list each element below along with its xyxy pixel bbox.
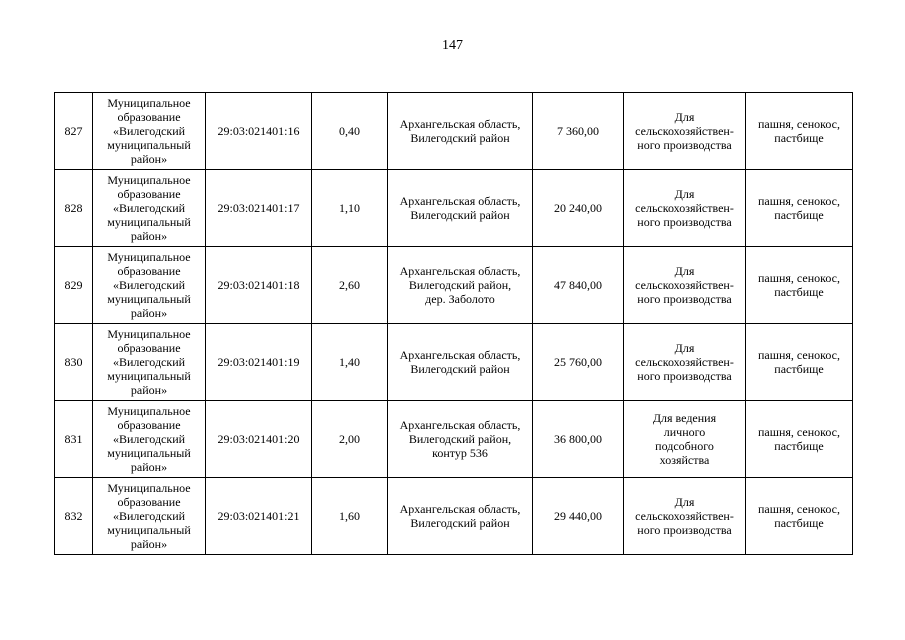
land-type-cell-text: пашня, сенокос, пастбище bbox=[758, 425, 840, 453]
cadastral-value-cell-text: 36 800,00 bbox=[554, 432, 602, 446]
row-number-cell bbox=[55, 401, 93, 478]
land-type-cell-text: пашня, сенокос, пастбище bbox=[758, 348, 840, 376]
row-number-cell bbox=[55, 247, 93, 324]
area-cell bbox=[312, 93, 388, 170]
area-cell bbox=[312, 324, 388, 401]
owner-cell-text: Муниципальное образование «Вилегодский муниципальный район» bbox=[107, 327, 191, 397]
table-row bbox=[55, 93, 853, 170]
land-plots-table bbox=[54, 92, 853, 555]
land-type-cell-text: пашня, сенокос, пастбище bbox=[758, 117, 840, 145]
area-cell-text: 1,60 bbox=[339, 509, 360, 523]
cadastral-value-cell bbox=[533, 401, 624, 478]
area-cell bbox=[312, 170, 388, 247]
owner-cell bbox=[93, 478, 206, 555]
cadastral-value-cell bbox=[533, 93, 624, 170]
land-type-cell bbox=[746, 93, 853, 170]
permitted-use-cell bbox=[624, 478, 746, 555]
table-row bbox=[55, 401, 853, 478]
permitted-use-cell-text: Для сельскохозяйствен- ного производства bbox=[635, 341, 734, 383]
land-type-cell-text: пашня, сенокос, пастбище bbox=[758, 502, 840, 530]
cadastral-number-cell-text: 29:03:021401:21 bbox=[217, 509, 300, 523]
cadastral-number-cell bbox=[206, 247, 312, 324]
cadastral-value-cell-text: 7 360,00 bbox=[557, 124, 599, 138]
address-cell-text: Архангельская область, Вилегодский район, дер. Заболото bbox=[399, 264, 521, 306]
area-cell-text: 1,40 bbox=[339, 355, 360, 369]
area-cell-text: 0,40 bbox=[339, 124, 360, 138]
owner-cell bbox=[93, 401, 206, 478]
permitted-use-cell bbox=[624, 247, 746, 324]
cadastral-value-cell-text: 25 760,00 bbox=[554, 355, 602, 369]
row-number-cell-text: 830 bbox=[64, 355, 83, 369]
row-number-cell-text: 832 bbox=[64, 509, 83, 523]
cadastral-value-cell bbox=[533, 324, 624, 401]
table-row bbox=[55, 478, 853, 555]
permitted-use-cell-text: Для ведения личного подсобного хозяйства bbox=[652, 411, 717, 467]
cadastral-value-cell-text: 29 440,00 bbox=[554, 509, 602, 523]
permitted-use-cell bbox=[624, 170, 746, 247]
address-cell bbox=[388, 324, 533, 401]
table-row bbox=[55, 247, 853, 324]
address-cell bbox=[388, 93, 533, 170]
area-cell bbox=[312, 247, 388, 324]
table-body bbox=[55, 93, 853, 555]
owner-cell-text: Муниципальное образование «Вилегодский муниципальный район» bbox=[107, 404, 191, 474]
cadastral-value-cell bbox=[533, 247, 624, 324]
table-row bbox=[55, 324, 853, 401]
address-cell-text: Архангельская область, Вилегодский район bbox=[399, 194, 521, 222]
row-number-cell bbox=[55, 324, 93, 401]
permitted-use-cell-text: Для сельскохозяйствен- ного производства bbox=[635, 264, 734, 306]
address-cell-text: Архангельская область, Вилегодский район, контур 536 bbox=[399, 418, 521, 460]
page-number: 147 bbox=[442, 38, 463, 53]
address-cell bbox=[388, 170, 533, 247]
land-type-cell-text: пашня, сенокос, пастбище bbox=[758, 194, 840, 222]
address-cell bbox=[388, 401, 533, 478]
permitted-use-cell-text: Для сельскохозяйствен- ного производства bbox=[635, 495, 734, 537]
row-number-cell-text: 828 bbox=[64, 201, 83, 215]
address-cell-text: Архангельская область, Вилегодский район bbox=[399, 502, 521, 530]
owner-cell-text: Муниципальное образование «Вилегодский муниципальный район» bbox=[107, 173, 191, 243]
cadastral-number-cell-text: 29:03:021401:17 bbox=[217, 201, 300, 215]
row-number-cell-text: 827 bbox=[64, 124, 83, 138]
cadastral-number-cell-text: 29:03:021401:19 bbox=[217, 355, 300, 369]
table-row bbox=[55, 170, 853, 247]
cadastral-number-cell bbox=[206, 324, 312, 401]
cadastral-number-cell bbox=[206, 401, 312, 478]
address-cell bbox=[388, 247, 533, 324]
row-number-cell-text: 831 bbox=[64, 432, 83, 446]
cadastral-value-cell-text: 20 240,00 bbox=[554, 201, 602, 215]
area-cell bbox=[312, 401, 388, 478]
cadastral-value-cell bbox=[533, 478, 624, 555]
cadastral-number-cell-text: 29:03:021401:18 bbox=[217, 278, 300, 292]
address-cell-text: Архангельская область, Вилегодский район bbox=[399, 348, 521, 376]
cadastral-value-cell-text: 47 840,00 bbox=[554, 278, 602, 292]
row-number-cell bbox=[55, 170, 93, 247]
owner-cell-text: Муниципальное образование «Вилегодский муниципальный район» bbox=[107, 481, 191, 551]
cadastral-number-cell-text: 29:03:021401:16 bbox=[217, 124, 300, 138]
land-type-cell bbox=[746, 170, 853, 247]
permitted-use-cell bbox=[624, 401, 746, 478]
permitted-use-cell-text: Для сельскохозяйствен- ного производства bbox=[635, 187, 734, 229]
cadastral-value-cell bbox=[533, 170, 624, 247]
land-type-cell-text: пашня, сенокос, пастбище bbox=[758, 271, 840, 299]
owner-cell-text: Муниципальное образование «Вилегодский муниципальный район» bbox=[107, 96, 191, 166]
cadastral-number-cell bbox=[206, 93, 312, 170]
owner-cell bbox=[93, 170, 206, 247]
land-type-cell bbox=[746, 478, 853, 555]
owner-cell-text: Муниципальное образование «Вилегодский муниципальный район» bbox=[107, 250, 191, 320]
cadastral-number-cell bbox=[206, 478, 312, 555]
land-type-cell bbox=[746, 247, 853, 324]
area-cell-text: 1,10 bbox=[339, 201, 360, 215]
area-cell-text: 2,60 bbox=[339, 278, 360, 292]
area-cell bbox=[312, 478, 388, 555]
cadastral-number-cell bbox=[206, 170, 312, 247]
permitted-use-cell bbox=[624, 93, 746, 170]
row-number-cell-text: 829 bbox=[64, 278, 83, 292]
owner-cell bbox=[93, 324, 206, 401]
owner-cell bbox=[93, 93, 206, 170]
permitted-use-cell-text: Для сельскохозяйствен- ного производства bbox=[635, 110, 734, 152]
land-type-cell bbox=[746, 401, 853, 478]
address-cell bbox=[388, 478, 533, 555]
row-number-cell bbox=[55, 478, 93, 555]
area-cell-text: 2,00 bbox=[339, 432, 360, 446]
address-cell-text: Архангельская область, Вилегодский район bbox=[399, 117, 521, 145]
row-number-cell bbox=[55, 93, 93, 170]
cadastral-number-cell-text: 29:03:021401:20 bbox=[217, 432, 300, 446]
land-type-cell bbox=[746, 324, 853, 401]
owner-cell bbox=[93, 247, 206, 324]
permitted-use-cell bbox=[624, 324, 746, 401]
